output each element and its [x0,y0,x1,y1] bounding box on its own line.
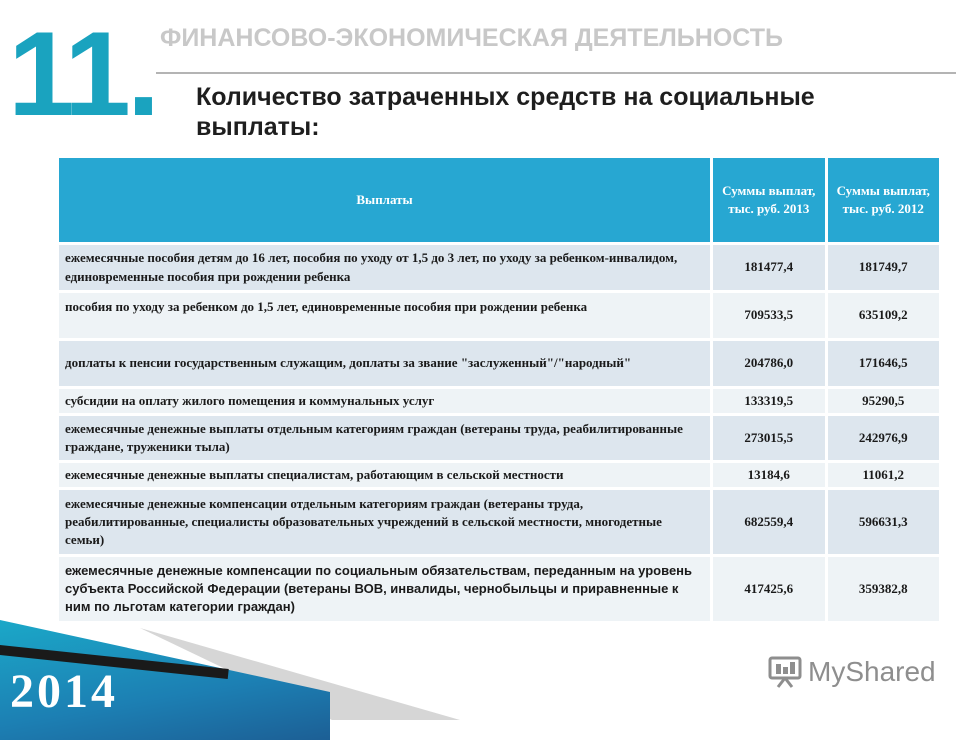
table-row [59,416,939,460]
row-value-2012: 11061,2 [828,463,939,487]
header-sum-2012: Суммы выплат, тыс. руб. 2012 [828,158,939,242]
row-value-2013: 204786,0 [713,341,824,386]
presentation-icon [768,656,802,688]
row-description: ежемесячные денежные выплаты специалистам, работающим в сельской местности [59,463,710,487]
row-description: пособия по уходу за ребенком до 1,5 лет, единовременные пособия при рождении ребенка [59,293,710,338]
row-description: ежемесячные денежные компенсации отдельным категориям граждан (ветераны труда, реабилитированные, специалисты образовательных учреждений в сельской местности, многодетные семьи) [59,490,710,554]
row-description: доплаты к пенсии государственным служащим, доплаты за звание "заслуженный"/"народный" [59,341,710,386]
slide-number: 11. [8,7,157,141]
row-value-2013: 13184,6 [713,463,824,487]
row-value-2012: 635109,2 [828,293,939,338]
row-description: ежемесячные денежные выплаты отдельным категориям граждан (ветераны труда, реабилитированные граждане, труженики тыла) [59,416,710,460]
watermark-text: MyShared [808,656,936,687]
table-row [59,293,939,338]
table-row [59,463,939,487]
table-row [59,389,939,413]
table-row [59,490,939,554]
title-divider [156,72,956,74]
row-description: ежемесячные пособия детям до 16 лет, пособия по уходу от 1,5 до 3 лет, по уходу за ребенком-инвалидом, единовременные пособия при рождении ребенка [59,245,710,290]
row-value-2012: 359382,8 [828,557,939,621]
payments-table [56,155,942,624]
row-value-2012: 242976,9 [828,416,939,460]
row-value-2013: 133319,5 [713,389,824,413]
slide-subtitle: Количество затраченных средств на социальные выплаты: [196,83,815,141]
row-value-2012: 181749,7 [828,245,939,290]
watermark [768,656,936,688]
row-value-2012: 596631,3 [828,490,939,554]
section-title: ФИНАНСОВО-ЭКОНОМИЧЕСКАЯ ДЕЯТЕЛЬНОСТЬ [160,24,783,52]
table-row [59,557,939,621]
row-value-2013: 682559,4 [713,490,824,554]
year-label: 2014 [10,665,118,718]
row-value-2013: 417425,6 [713,557,824,621]
table-row [59,245,939,290]
table-header-row [59,158,939,242]
row-description: ежемесячные денежные компенсации по социальным обязательствам, переданным на уровень субъекта Российской Федерации (ветераны ВОВ, инвалиды, чернобыльцы и приравненные к ним по льготам категории граждан) [59,557,710,621]
header-sum-2013: Суммы выплат, тыс. руб. 2013 [713,158,824,242]
row-value-2012: 171646,5 [828,341,939,386]
header-payments: Выплаты [59,158,710,242]
row-value-2013: 273015,5 [713,416,824,460]
row-description: субсидии на оплату жилого помещения и коммунальных услуг [59,389,710,413]
row-value-2013: 181477,4 [713,245,824,290]
row-value-2012: 95290,5 [828,389,939,413]
table-row [59,341,939,386]
row-value-2013: 709533,5 [713,293,824,338]
